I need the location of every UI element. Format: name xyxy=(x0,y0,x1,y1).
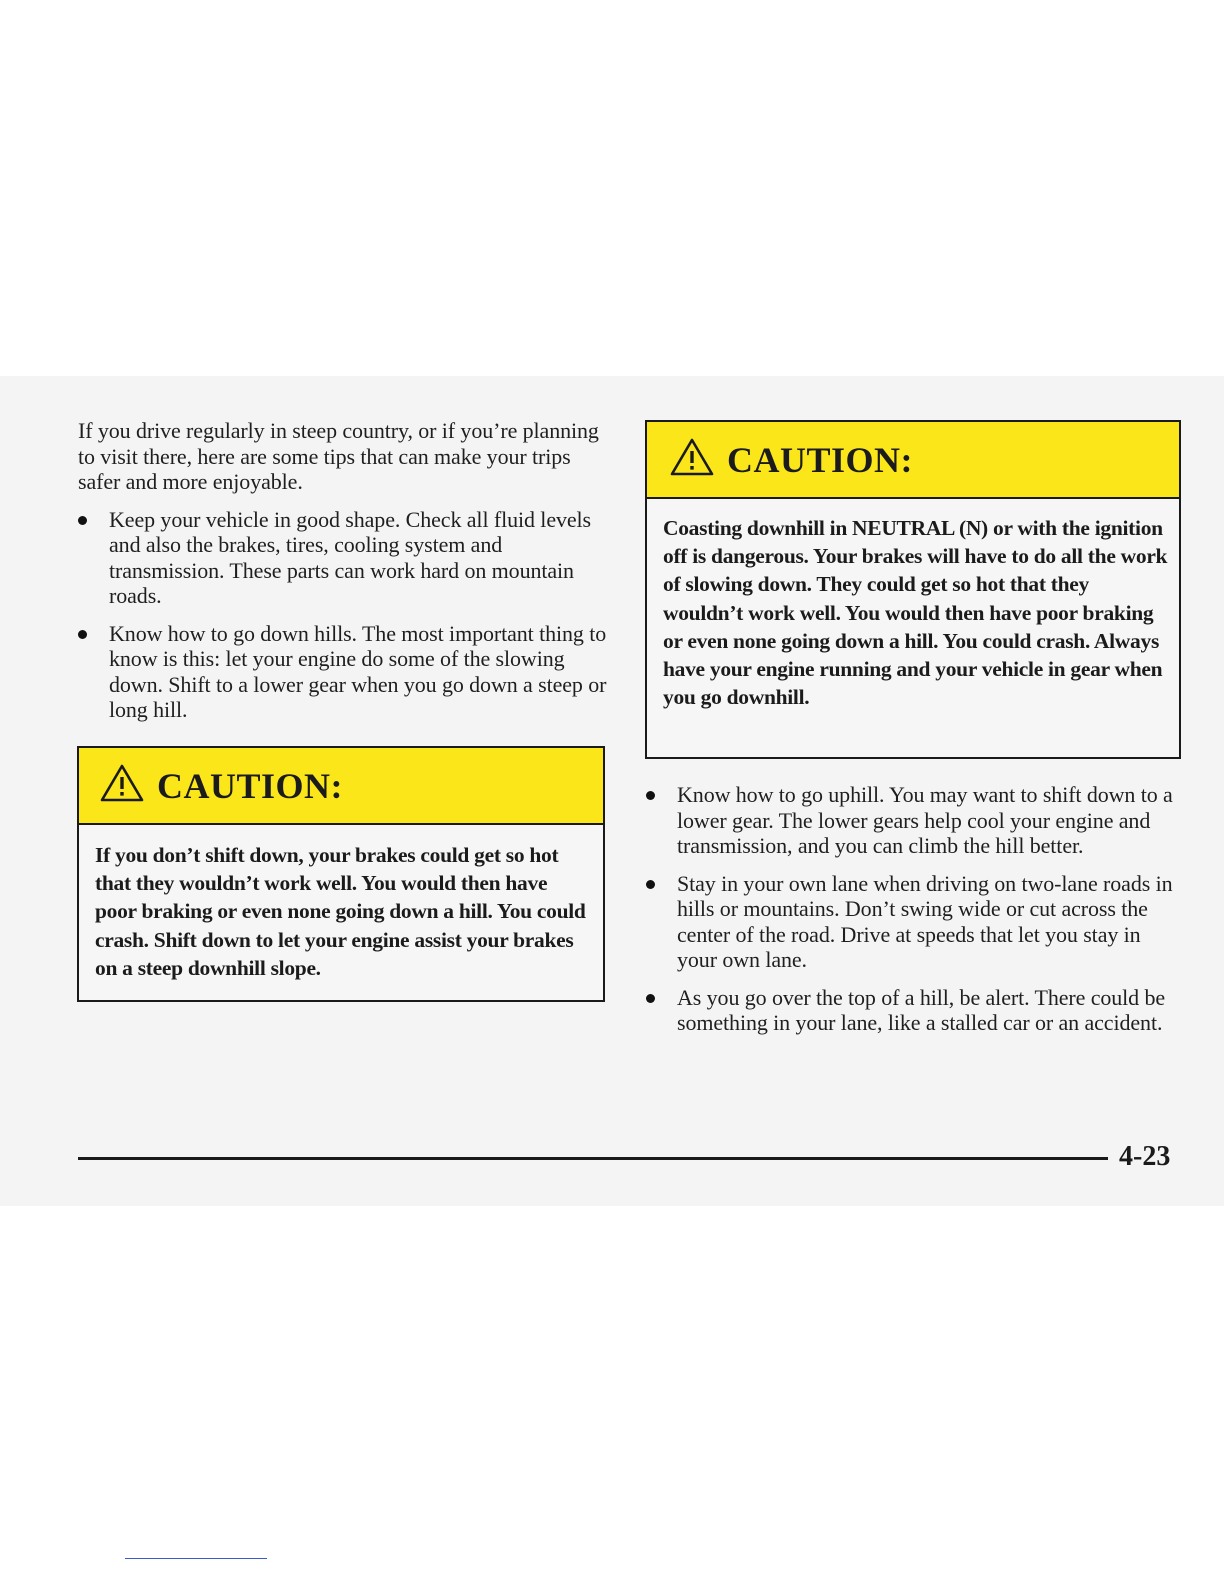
caution-text: Coasting downhill in NEUTRAL (N) or with the ignition off is dangerous. Your brakes will have to do all the work of slowing down. They could get so hot that they wouldn’t work well. You would then have poor braking or even none going down a hill. You could crash. Always have your engine running and your vehicle in gear when you go downhill. xyxy=(663,516,1168,710)
list-item xyxy=(646,985,1176,1036)
page-number: 4-23 xyxy=(1119,1141,1171,1172)
caution-text: If you don’t shift down, your brakes could get so hot that they wouldn’t work well. You would then have poor braking or even none going down a hill. You could crash. Shift down to let your engine assist your brakes on a steep downhill slope. xyxy=(95,843,586,980)
caution-box-right xyxy=(645,420,1181,759)
list-item xyxy=(78,507,608,609)
bullet-icon xyxy=(78,630,87,639)
bullet-text: Know how to go uphill. You may want to shift down to a lower gear. The lower gears help cool your engine and transmission, and you can climb the hill better. xyxy=(677,782,1173,858)
bullet-text: As you go over the top of a hill, be alert. There could be something in your lane, like a stalled car or an accident. xyxy=(677,984,1166,1035)
bullet-text: Know how to go down hills. The most important thing to know is this: let your engine do some of the slowing down. Shift to a lower gear when you go down a steep or long hill. xyxy=(109,620,607,722)
right-bullet-list xyxy=(646,782,1176,1036)
list-item xyxy=(78,621,608,723)
warning-triangle-icon xyxy=(669,437,715,482)
bullet-icon xyxy=(646,880,655,889)
bullet-text: Keep your vehicle in good shape. Check all fluid levels and also the brakes, tires, cooling system and transmission. These parts can work hard on mountain roads. xyxy=(109,506,592,608)
caution-header xyxy=(79,748,603,825)
caution-header xyxy=(647,422,1179,499)
list-item xyxy=(646,871,1176,973)
list-item xyxy=(646,782,1176,859)
caution-label: CAUTION: xyxy=(727,439,914,480)
left-bullet-list xyxy=(78,507,608,723)
bullet-text: Stay in your own lane when driving on two-lane roads in hills or mountains. Don’t swing wide or cut across the center of the road. Drive at speeds that let you stay in your own lane. xyxy=(677,870,1173,972)
warning-triangle-icon xyxy=(99,763,145,808)
left-column xyxy=(78,418,608,723)
caution-box-left xyxy=(77,746,605,1002)
bullet-icon xyxy=(646,791,655,800)
bullet-icon xyxy=(78,516,87,525)
link-underline-divider xyxy=(125,1558,267,1559)
intro-paragraph: If you drive regularly in steep country, or if you’re planning to visit there, here are some tips that can make your trips safer and more enjoyable. xyxy=(78,418,599,494)
caution-label: CAUTION: xyxy=(157,765,344,806)
bullet-icon xyxy=(646,994,655,1003)
footer-rule xyxy=(78,1157,1108,1160)
